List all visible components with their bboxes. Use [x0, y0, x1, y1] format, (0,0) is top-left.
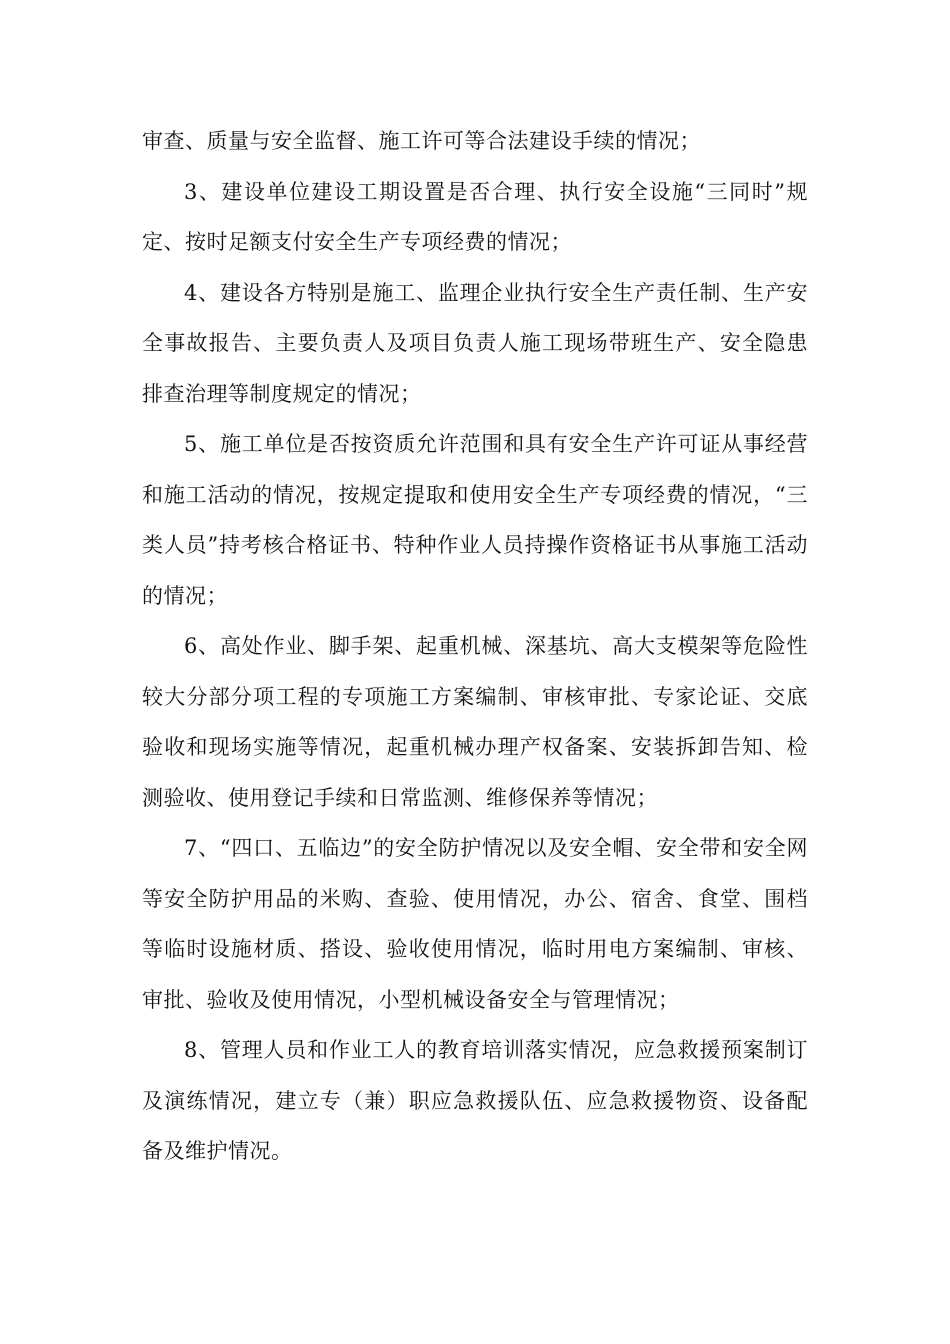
paragraph-item-6: 6、高处作业、脚手架、起重机械、深基坑、高大支模架等危险性较大分部分项工程的专项施工方案编制、审核审批、专家论证、交底验收和现场实施等情况，起重机械办理产权备案、安装拆卸告知、检测验收、使用登记手续和日常监测、维修保养等情况；: [142, 634, 808, 810]
paragraph-item-3: 3、建设单位建设工期设置是否合理、执行安全设施“三同时”规定、按时足额支付安全生产专项经费的情况；: [142, 179, 808, 254]
paragraph-item-4: 4、建设各方特别是施工、监理企业执行安全生产责任制、生产安全事故报告、主要负责人及项目负责人施工现场带班生产、安全隐患排查治理等制度规定的情况；: [142, 280, 808, 406]
paragraph-item-5: 5、施工单位是否按资质允许范围和具有安全生产许可证从事经营和施工活动的情况，按规定提取和使用安全生产专项经费的情况，“三类人员”持考核合格证书、特种作业人员持操作资格证书从事施工活动的情况；: [142, 432, 808, 608]
paragraph-continuation: 审查、质量与安全监督、施工许可等合法建设手续的情况；: [142, 129, 701, 153]
paragraph-item-7: 7、“四口、五临边”的安全防护情况以及安全帽、安全带和安全网等安全防护用品的米购、查验、使用情况，办公、宿舍、食堂、围档等临时设施材质、搭设、验收使用情况，临时用电方案编制、审核、审批、验收及使用情况，小型机械设备安全与管理情况；: [142, 836, 808, 1012]
document-body: [142, 116, 808, 1177]
paragraph-item-8: 8、管理人员和作业工人的教育培训落实情况，应急救援预案制订及演练情况，建立专（兼）职应急救援队伍、应急救援物资、设备配备及维护情况。: [142, 1038, 808, 1163]
